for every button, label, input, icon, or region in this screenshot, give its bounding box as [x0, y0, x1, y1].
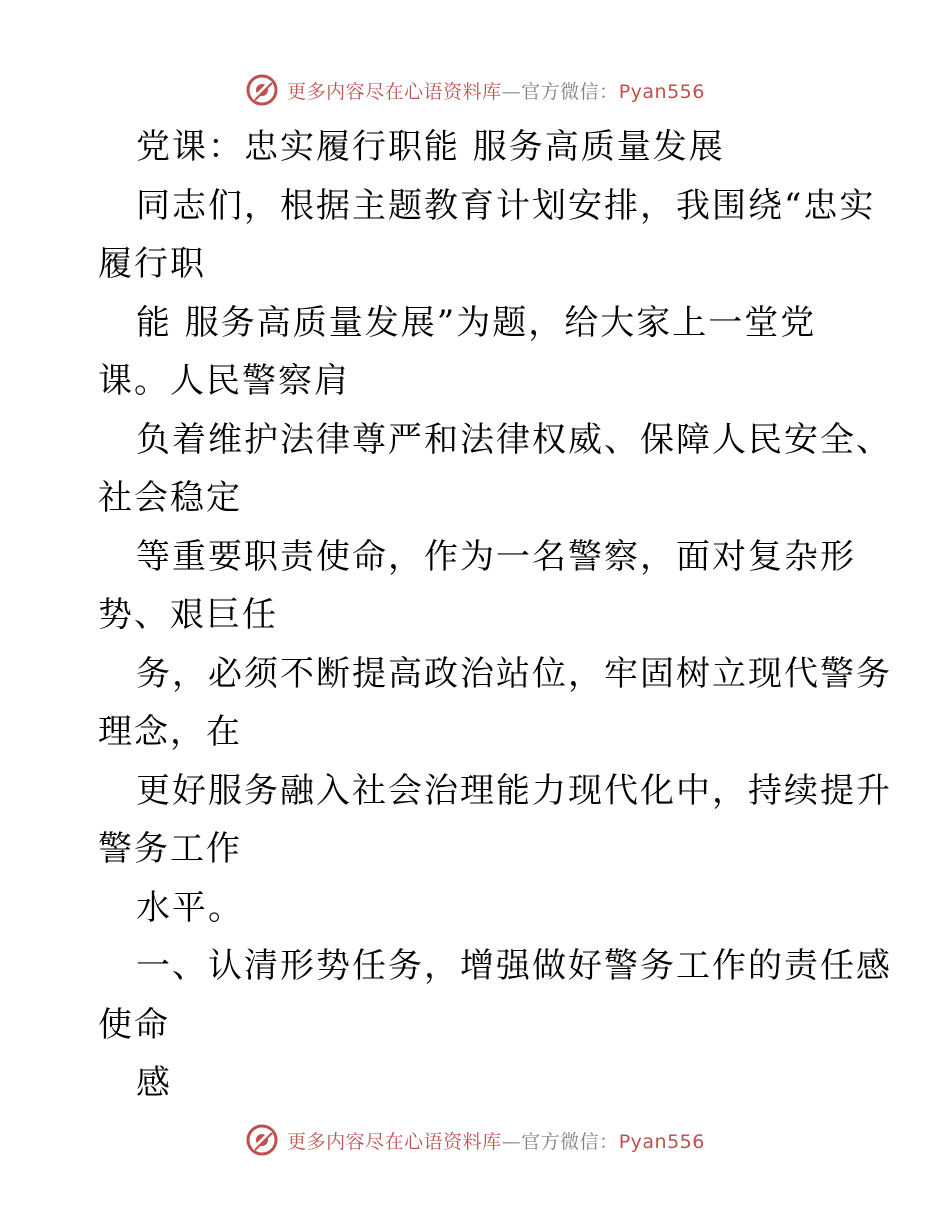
brand-separator: — [501, 80, 522, 103]
text-line: 履行职 [98, 244, 206, 284]
text-line: 能 服务高质量发展”为题，给大家上一堂党 [136, 302, 817, 343]
wechat-id: Pyan556 [618, 80, 705, 103]
document-body [98, 118, 892, 1113]
text-line: 使命 [98, 1004, 170, 1045]
text-line: 一、认清形势任务，增强做好警务工作的责任感 [136, 946, 892, 986]
text-line: 负着维护法律尊严和法律权威、保障人民安全、 [136, 419, 892, 460]
text-line: 感 [136, 1063, 172, 1103]
text-line: 理念，在 [98, 712, 242, 752]
text-line: 等重要职责使命，作为一名警察，面对复杂形 [136, 536, 856, 577]
brand-logo-icon [245, 73, 279, 107]
wechat-id: Pyan556 [618, 1130, 705, 1153]
text-line: 势、艰巨任 [98, 595, 278, 635]
wechat-label: 官方微信： [521, 80, 619, 103]
page-header [0, 70, 950, 110]
wechat-label: 官方微信： [521, 1130, 619, 1153]
brand-separator: — [501, 1130, 522, 1153]
brand-watermark [245, 1123, 705, 1157]
text-line: 警务工作 [98, 829, 242, 869]
text-line: 党课：忠实履行职能 服务高质量发展 [136, 127, 725, 167]
text-line: 社会稳定 [98, 478, 242, 518]
brand-name: 更多内容尽在心语资料库 [287, 80, 502, 103]
brand-name: 更多内容尽在心语资料库 [287, 1130, 502, 1153]
page-footer [0, 1120, 950, 1160]
text-line: 水平。 [136, 887, 244, 928]
text-line: 务，必须不断提高政治站位，牢固树立现代警务 [136, 653, 892, 694]
brand-logo-icon [245, 1123, 279, 1157]
brand-watermark [245, 73, 705, 107]
text-line: 课。人民警察肩 [98, 361, 350, 401]
text-line: 同志们，根据主题教育计划安排，我围绕“忠实 [136, 185, 876, 226]
text-line: 更好服务融入社会治理能力现代化中，持续提升 [136, 770, 892, 811]
